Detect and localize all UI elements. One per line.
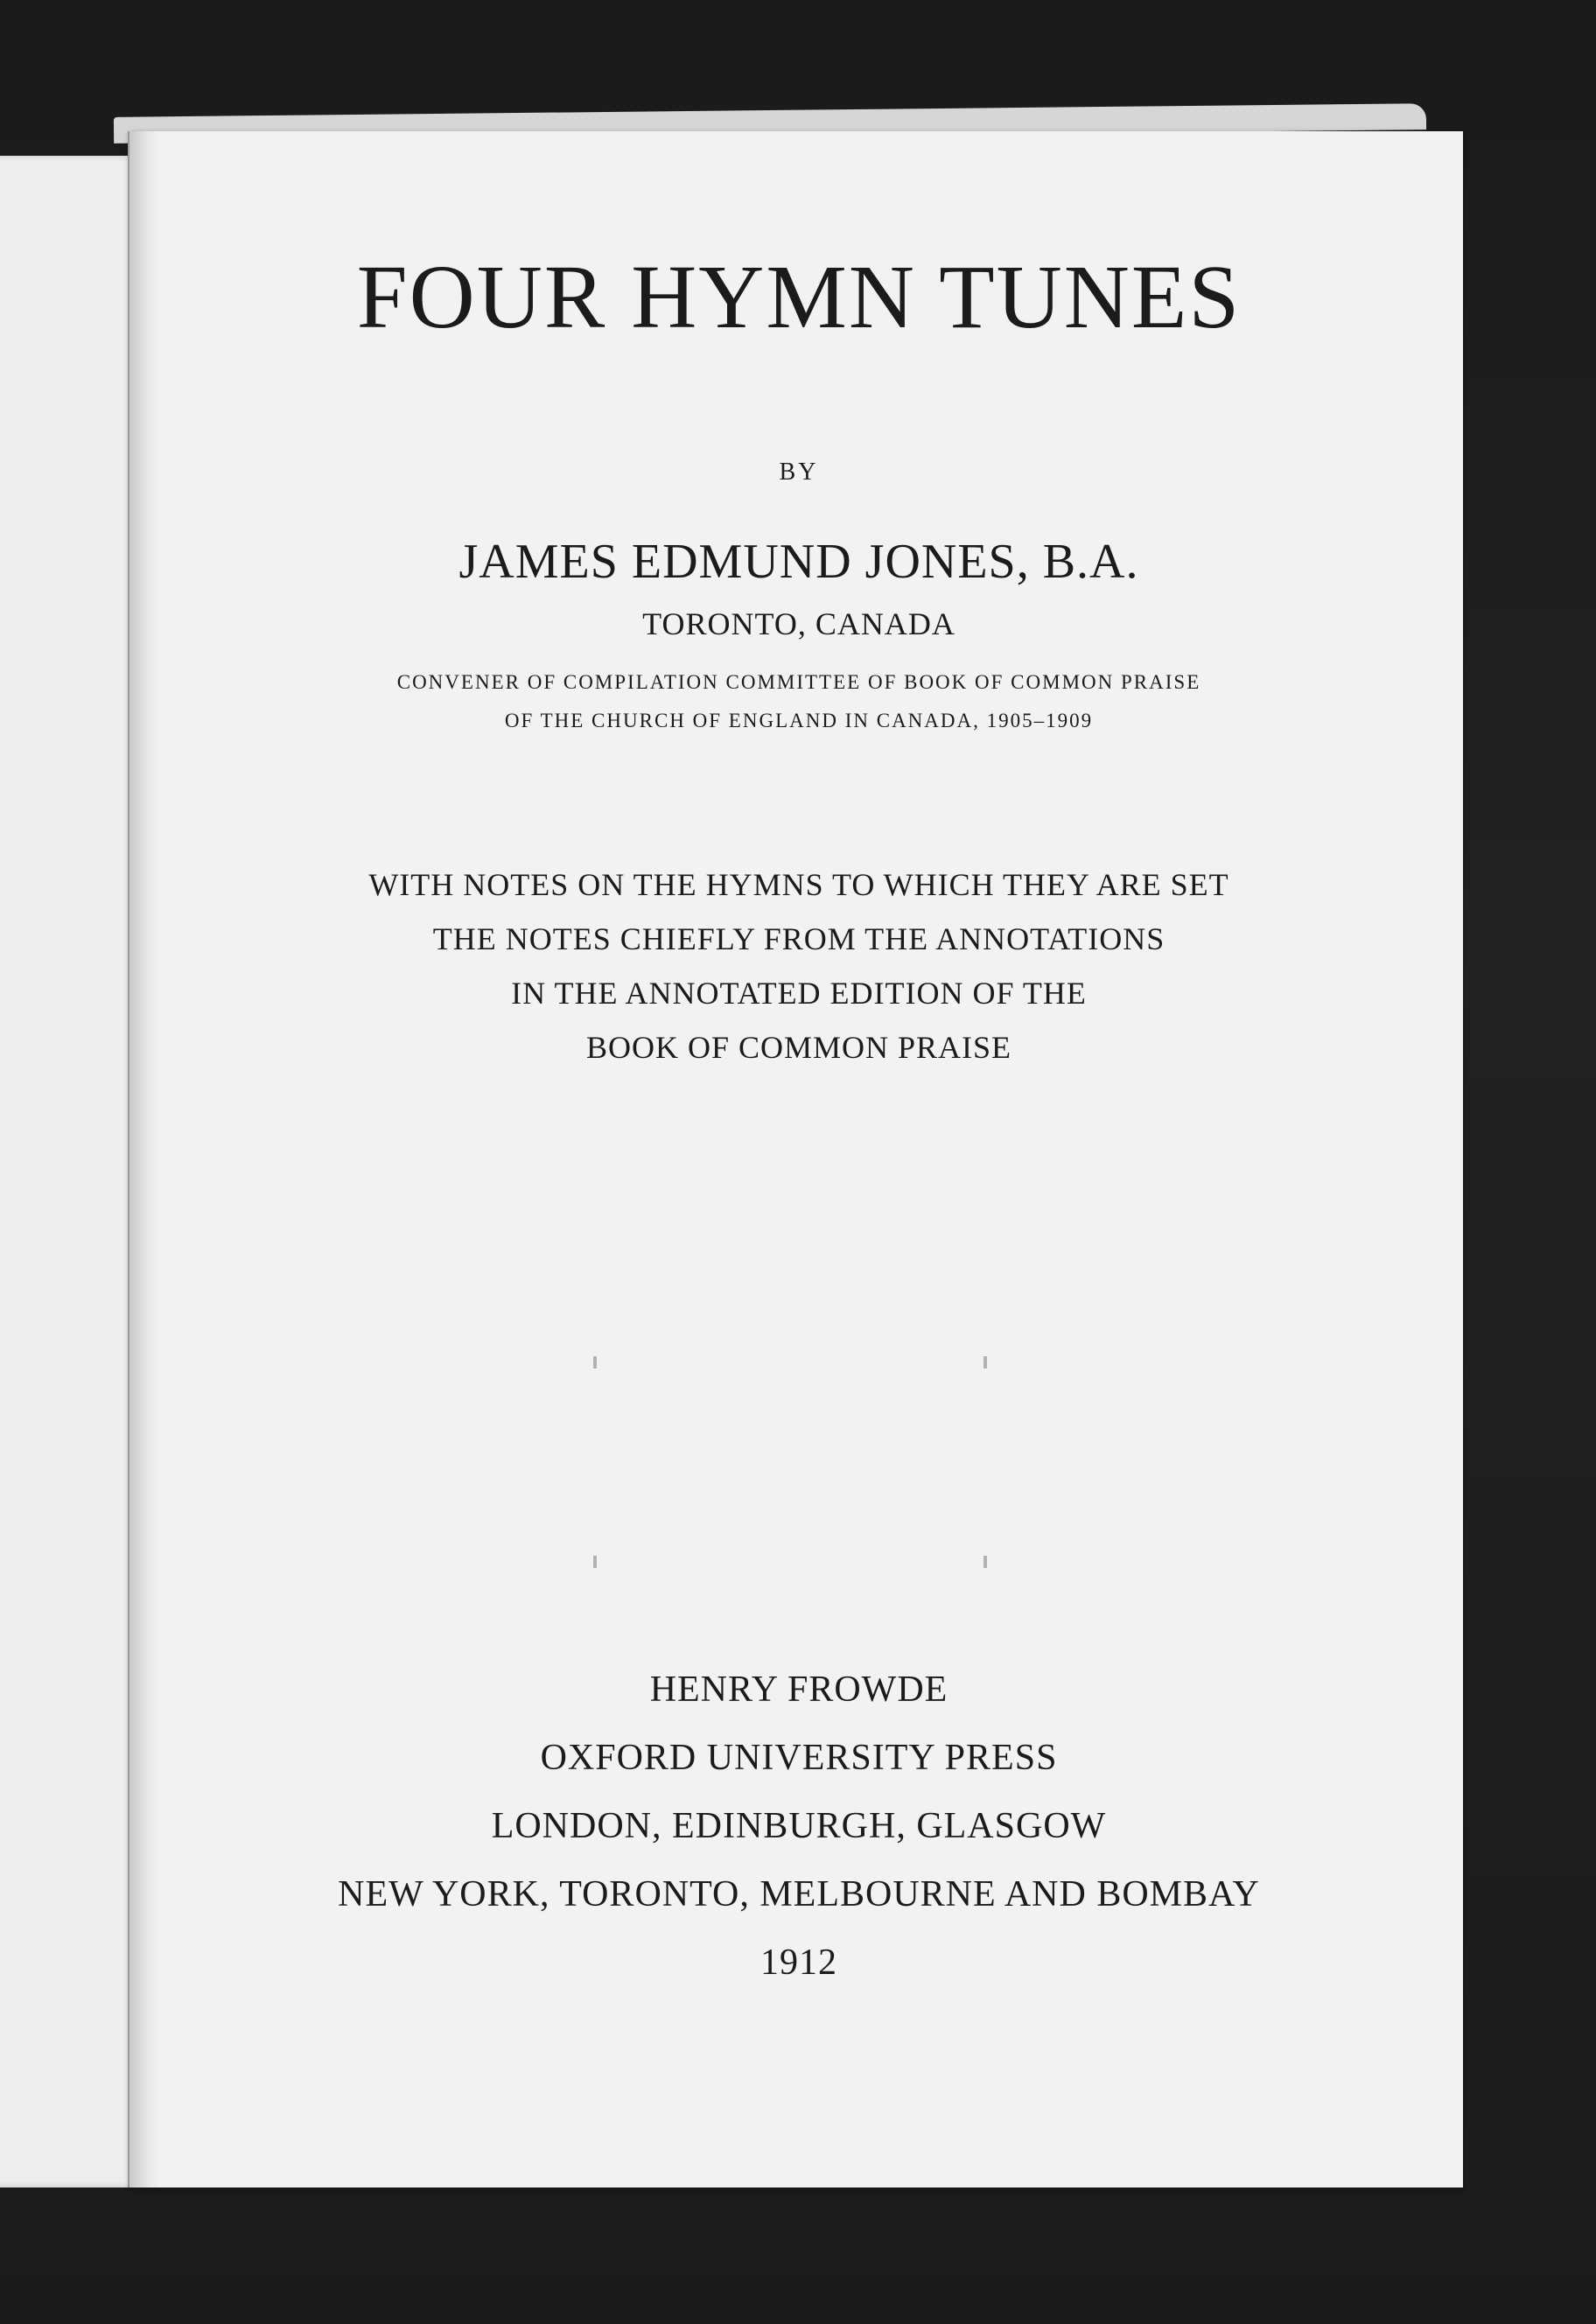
author-location: TORONTO, CANADA	[642, 606, 956, 641]
imprint-cities: NEW YORK, TORONTO, MELBOURNE AND BOMBAY	[338, 1874, 1260, 1914]
credentials-line: CONVENER OF COMPILATION COMMITTEE OF BOOK OF COMMON PRAISE	[396, 671, 1201, 693]
page-gutter	[130, 131, 159, 2188]
imprint	[265, 1656, 1333, 1997]
author-credentials	[265, 663, 1333, 740]
notes-line: IN THE ANNOTATED EDITION OF THE	[511, 976, 1087, 1011]
credentials-line: OF THE CHURCH OF ENGLAND IN CANADA, 1905–1909	[504, 710, 1094, 732]
imprint-year: 1912	[760, 1942, 837, 1983]
print-speck	[984, 1556, 987, 1568]
imprint-publisher: HENRY FROWDE	[649, 1670, 948, 1710]
author-name: JAMES EDMUND JONES, B.A.	[458, 535, 1139, 589]
title-page	[130, 131, 1463, 2188]
notes-line: THE NOTES CHIEFLY FROM THE ANNOTATIONS	[432, 921, 1166, 956]
notes-line: BOOK OF COMMON PRAISE	[585, 1030, 1012, 1065]
notes-line: WITH NOTES ON THE HYMNS TO WHICH THEY ARE SET	[368, 867, 1229, 902]
print-speck	[593, 1556, 597, 1568]
imprint-press: OXFORD UNIVERSITY PRESS	[540, 1738, 1058, 1778]
imprint-cities: LONDON, EDINBURGH, GLASGOW	[491, 1806, 1107, 1846]
subtitle-notes	[265, 858, 1333, 1074]
print-speck	[984, 1356, 987, 1368]
book-title: FOUR HYMN TUNES	[356, 247, 1242, 347]
print-speck	[593, 1356, 597, 1368]
by-line: BY	[779, 458, 819, 486]
